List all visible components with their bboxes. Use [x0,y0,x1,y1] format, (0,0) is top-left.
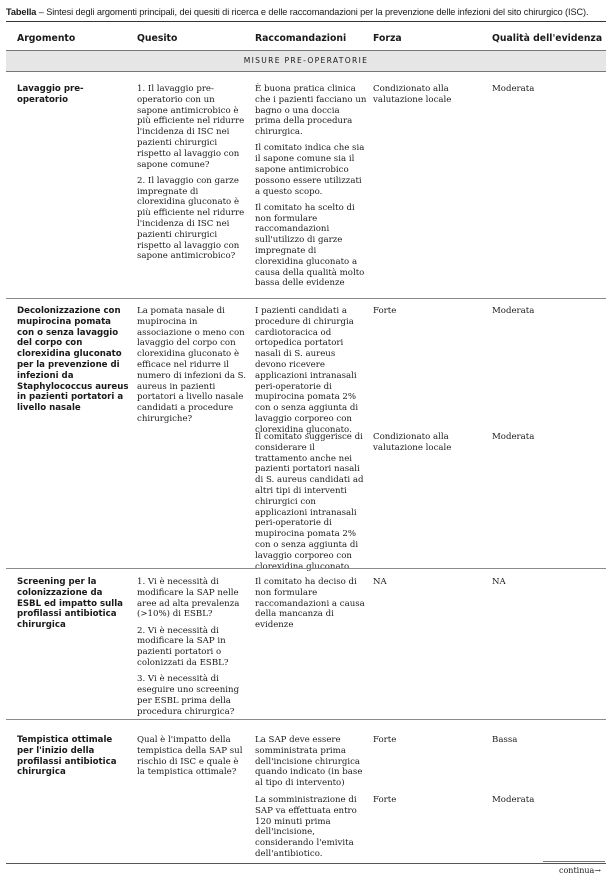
row2-argomento: Decolonizzazione con mupirocina pomata con o senza lavaggio del corpo con clorexidina gluconato per la prevenzione di infezioni da Staphylococcus aureus in pazienti portatori a livello nasale [17,306,129,414]
row3-quesito [137,577,248,723]
row1-rac-3: Il comitato ha scelto di non formulare raccomandazioni sull'utilizzo di garze impregnate di clorexidina gluconato a causa della qualità molto bassa delle evidenze [255,202,365,289]
row4-raccomandazioni-2: La somministrazione di SAP va effettuata entro 120 minuti prima dell'incisione, considerando l'emivita dell'antibiotico. [255,795,357,859]
row3-raccomandazioni: Il comitato ha deciso di non formulare raccomandazioni a causa della mancanza di evidenze [255,577,365,631]
section-band: MISURE PRE-OPERATORIE [6,51,606,72]
row2-forza-2: Condizionato alla valutazione locale [373,432,452,453]
row1-quesito-1: 1. Il lavaggio pre-operatorio con un sapone antimicrobico è più efficiente nel ridurre l'incidenza di ISC nei pazienti chirurgici rispetto al lavaggio con sapone comune? [137,84,245,170]
row4-qualita-1: Bassa [492,735,518,745]
table-caption [6,6,606,18]
row1-rac-2: Il comitato indica che sia il sapone comune sia il sapone antimicrobico possono essere utilizzati a questo scopo. [255,143,365,197]
header-forza: Forza [373,33,402,44]
row-divider [6,719,606,720]
header-argomento: Argomento [17,33,76,44]
row2-quesito: La pomata nasale di mupirocina in associazione o meno con lavaggio del corpo con clorexidina gluconato è efficace nel ridurre il numero di infezioni da S. aureus in pazienti portatori a livello nasale candidati a procedure chirurgiche? [137,306,246,424]
row1-quesito-2: 2. Il lavaggio con garze impregnate di clorexidina gluconato è più efficiente nel ridurre l'incidenza di ISC nei pazienti chirurgici rispetto al lavaggio con sapone antimicrobico? [137,175,245,262]
row2-qualita-2: Moderata [492,432,535,442]
row1-argomento: Lavaggio pre-operatorio [17,84,84,105]
row2-forza-1: Forte [373,306,397,316]
row3-quesito-3: 3. Vi è necessità di eseguire uno screening per ESBL prima della procedura chirurgica? [137,674,240,717]
row3-forza: NA [373,577,387,587]
row1-forza: Condizionato alla valutazione locale [373,84,452,105]
continua-label: continua→ [559,866,601,875]
header-raccomandazioni: Raccomandazioni [255,33,347,44]
row4-argomento: Tempistica ottimale per l'inizio della profilassi antibiotica chirurgica [17,735,117,778]
row3-argomento: Screening per la colonizzazione da ESBL ed impatto sulla profilassi antibiotica chirurgica [17,577,123,631]
caption-label: Tabella [6,7,37,17]
row2-qualita-1: Moderata [492,306,535,316]
row4-raccomandazioni-1: La SAP deve essere somministrata prima dell'incisione chirurgica quando indicato (in base al tipo di intervento) [255,735,363,789]
row4-quesito: Qual è l'impatto della tempistica della SAP sul rischio di ISC e quale è la tempistica ottimale? [137,735,243,778]
row2-raccomandazioni-2: Il comitato suggerisce di considerare il trattamento anche nei pazienti portatori nasali di S. aureus candidati ad altri tipi di interventi chirurgici con applicazioni intranasali peri-operatorie di mupirocina pomata 2% con o senza aggiunta di lavaggio corporeo con clorexidina gluconato. [255,432,364,572]
row3-quesito-1: 1. Vi è necessità di modificare la SAP nelle aree ad alta prevalenza (>10%) di ESBL? [137,577,240,620]
row4-forza-2: Forte [373,795,397,805]
recommendations-table [6,21,606,864]
header-qualita: Qualità dell'evidenza [492,33,603,44]
row1-rac-1: È buona pratica clinica che i pazienti facciano un bagno o una doccia prima della procedura chirurgica. [255,84,367,138]
row1-qualita: Moderata [492,84,535,94]
caption-text: – Sintesi degli argomenti principali, dei quesiti di ricerca e delle raccomandazioni per la prevenzione delle infezioni del sito chirurgico (ISC). [36,7,589,17]
footer-rule [543,861,605,862]
row3-quesito-2: 2. Vi è necessità di modificare la SAP in pazienti portatori o colonizzati da ESBL? [137,625,229,668]
row1-raccomandazioni [255,84,367,295]
row1-quesito [137,84,248,268]
row4-qualita-2: Moderata [492,795,535,805]
row3-qualita: NA [492,577,506,587]
row4-forza-1: Forte [373,735,397,745]
header-quesito: Quesito [137,33,178,44]
table-header [6,22,606,51]
continued-footer [559,866,601,875]
row-divider [6,298,606,299]
row-divider [6,568,606,569]
row2-raccomandazioni-1: I pazienti candidati a procedure di chirurgia cardiotoracica od ortopedica portatori nasali di S. aureus devono ricevere applicazioni intranasali peri-operatorie di mupirocina pomata 2% con o senza aggiunta di lavaggio corporeo con clorexidina gluconato. [255,306,359,435]
